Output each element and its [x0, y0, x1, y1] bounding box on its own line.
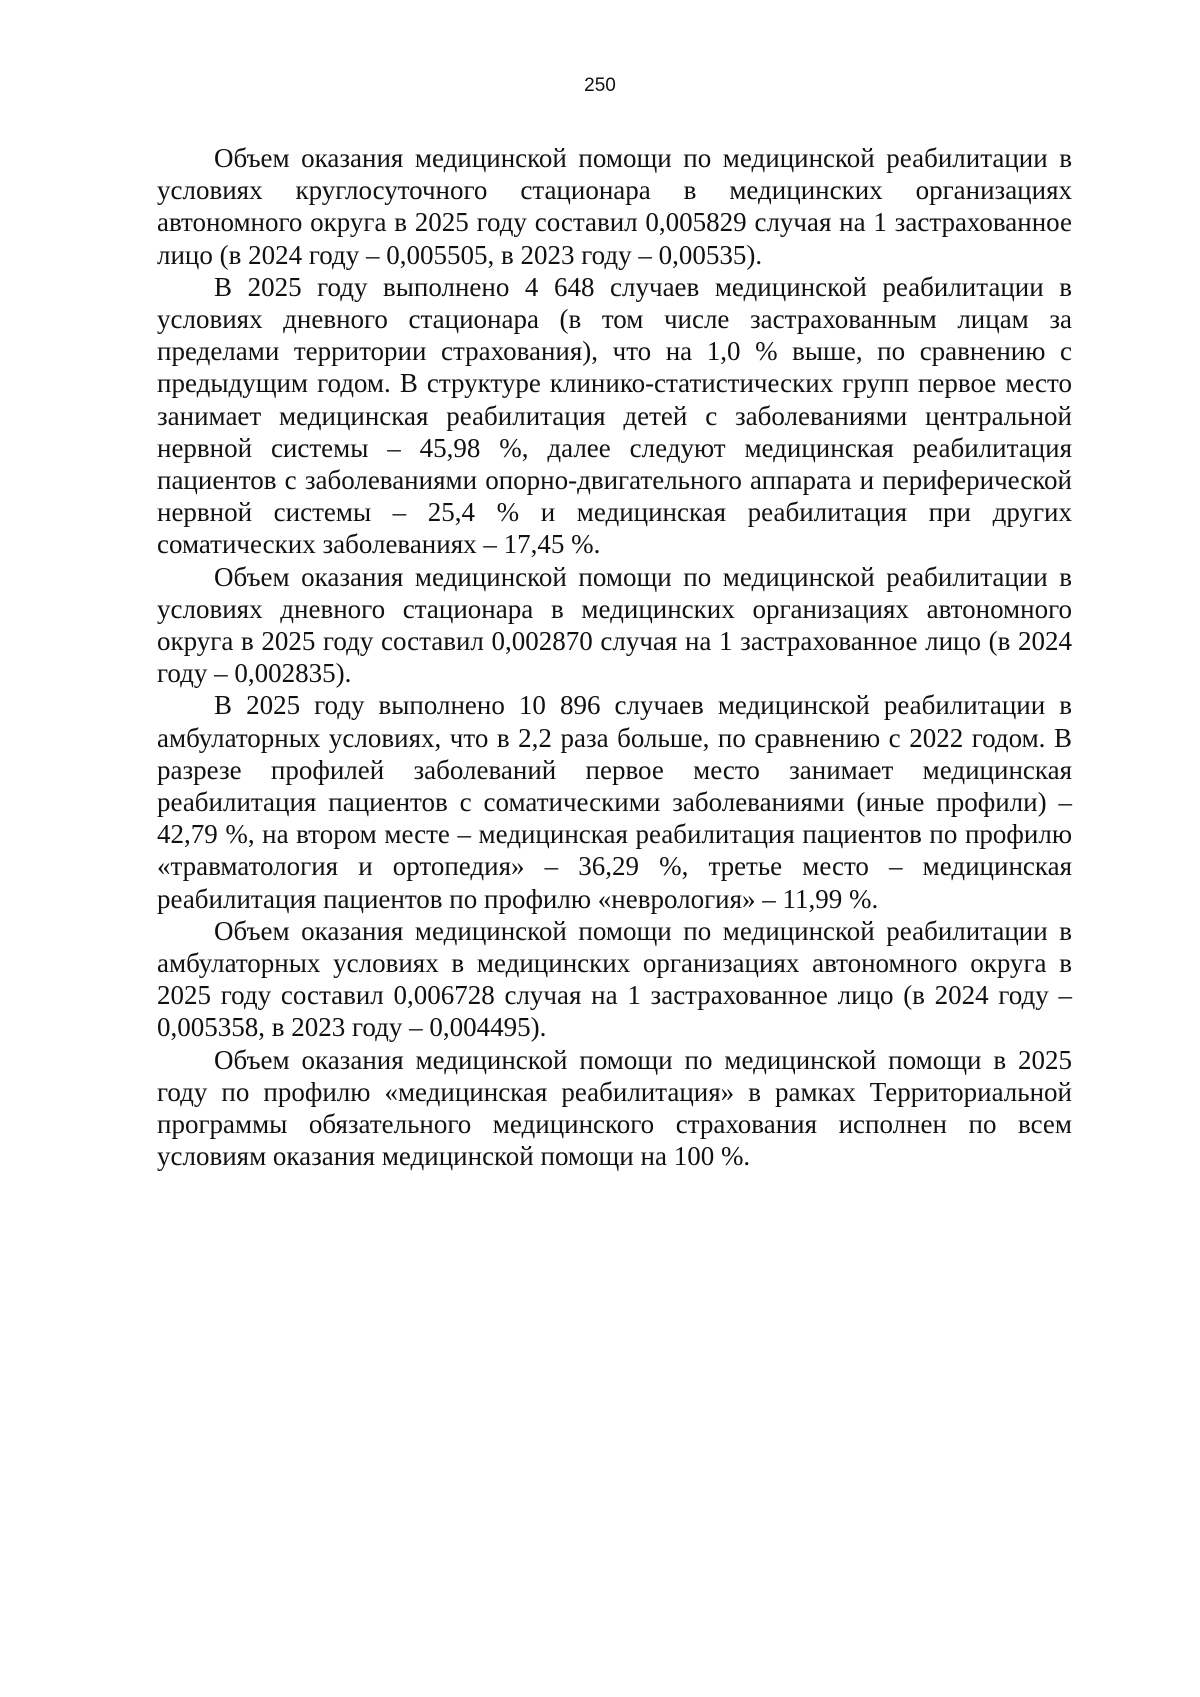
paragraph-program-execution: Объем оказания медицинской помощи по медицинской помощи в 2025 году по профилю «медицинская реабилитация» в рамках Территориальной программы обязательного медицинского страхования исполнен по всем условиям оказания медицинской помощи на 100 %. — [157, 1044, 1072, 1172]
paragraph-day-hospital-volume: Объем оказания медицинской помощи по медицинской реабилитации в условиях дневного стационара в медицинских организациях автономного округа в 2025 году составил 0,002870 случая на 1 застрахованное лицо (в 2024 году – 0,002835). — [157, 561, 1072, 689]
paragraph-day-hospital-cases: В 2025 году выполнено 4 648 случаев медицинской реабилитации в условиях дневного стационара (в том числе застрахованным лицам за пределами территории страхования), что на 1,0 % выше, по сравнению с предыдущим годом. В структуре клинико-статистических групп первое место занимает медицинская реабилитация детей с заболеваниями центральной нервной системы – 45,98 %, далее следуют медицинская реабилитация пациентов с заболеваниями опорно-двигательного аппарата и периферической нервной системы – 25,4 % и медицинская реабилитация при других соматических заболеваниях – 17,45 %. — [157, 271, 1072, 560]
paragraph-inpatient-volume: Объем оказания медицинской помощи по медицинской реабилитации в условиях круглосуточного стационара в медицинских организациях автономного округа в 2025 году составил 0,005829 случая на 1 застрахованное лицо (в 2024 году – 0,005505, в 2023 году – 0,00535). — [157, 143, 1072, 270]
paragraph-outpatient-cases: В 2025 году выполнено 10 896 случаев медицинской реабилитации в амбулаторных условиях, что в 2,2 раза больше, по сравнению с 2022 годом. В разрезе профилей заболеваний первое место занимает медицинская реабилитация пациентов с соматическими заболеваниями (иные профили) – 42,79 %, на втором месте – медицинская реабилитация пациентов по профилю «травматология и ортопедия» – 36,29 %, третье место – медицинская реабилитация пациентов по профилю «неврология» – 11,99 %. — [157, 690, 1072, 914]
paragraph-outpatient-volume: Объем оказания медицинской помощи по медицинской реабилитации в амбулаторных условиях в медицинских организациях автономного округа в 2025 году составил 0,006728 случая на 1 застрахованное лицо (в 2024 году – 0,005358, в 2023 году – 0,004495). — [157, 915, 1072, 1043]
page-number: 250 — [584, 75, 616, 96]
body-text — [157, 142, 1072, 1173]
